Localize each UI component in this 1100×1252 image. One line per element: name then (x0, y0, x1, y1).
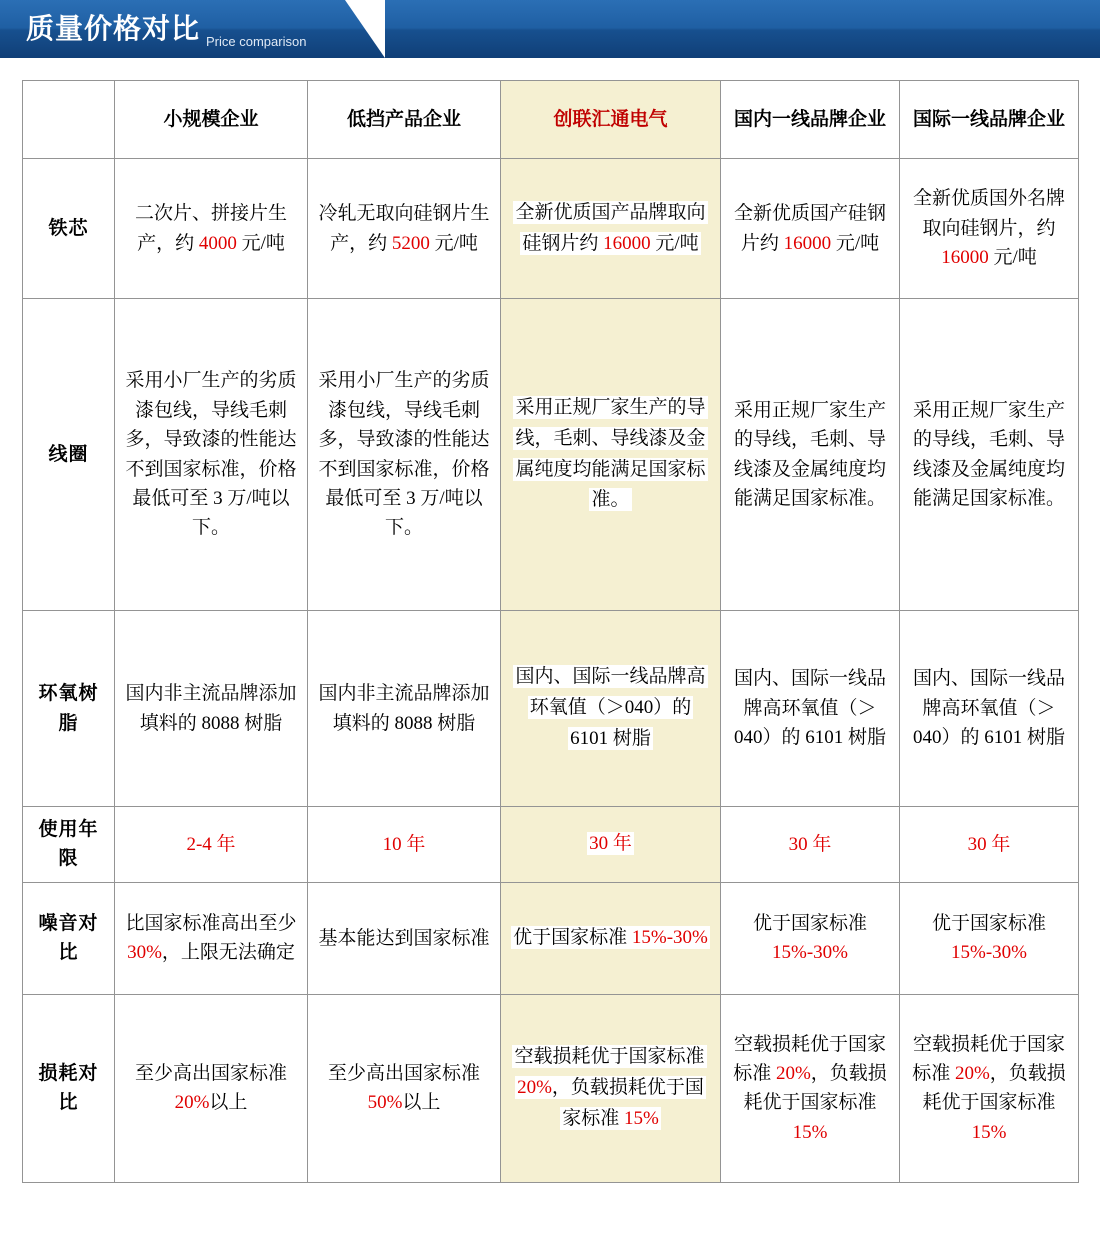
cell-text: 采用正规厂家生产的导线，毛刺、导线漆及金属纯度均能满足国家标准。 (515, 396, 706, 511)
table-row (23, 299, 1079, 611)
table-cell (308, 807, 501, 883)
table-body (23, 159, 1079, 1183)
cell-text: 国内非主流品牌添加填料的 8088 树脂 (125, 683, 297, 734)
table-cell (308, 994, 501, 1182)
cell-text: 2-4 年 (186, 833, 236, 855)
table-row (23, 159, 1079, 299)
column-header-5: 国际一线品牌企业 (900, 81, 1079, 159)
cell-text: 空载损耗优于国家标准 20%，负载损耗优于国家标准 15% (733, 1033, 887, 1143)
cell-text: 二次片、拼接片生产，约 4000 元/吨 (134, 203, 287, 254)
page-subtitle: Price comparison (206, 34, 307, 49)
page-header-banner (0, 0, 1100, 58)
cell-text: 至少高出国家标准 20%以上 (134, 1062, 287, 1114)
table-cell (900, 611, 1079, 807)
column-header-1: 小规模企业 (115, 81, 308, 159)
cell-text: 至少高出国家标准 50%以上 (327, 1062, 480, 1114)
cell-text: 30 年 (788, 833, 832, 855)
cell-text: 全新优质国产品牌取向硅钢片约 16000 元/吨 (515, 201, 706, 254)
table-corner-cell (23, 81, 115, 159)
cell-text: 国内、国际一线品牌高环氧值（＞040）的 6101 树脂 (912, 668, 1065, 749)
cell-text: 国内非主流品牌添加填料的 8088 树脂 (318, 683, 490, 734)
cell-text: 采用小厂生产的劣质漆包线，导线毛刺多，导致漆的性能达不到国家标准，价格最低可至 3 万/吨以下。 (125, 370, 297, 539)
table-cell (721, 299, 900, 611)
price-comparison-table (22, 80, 1079, 1183)
table-cell (900, 994, 1079, 1182)
row-label: 线圈 (23, 299, 115, 611)
cell-text: 空载损耗优于国家标准 20%，负载损耗优于国家标准 15% (514, 1046, 705, 1129)
table-cell (501, 882, 721, 994)
table-row (23, 994, 1079, 1182)
table-cell (900, 159, 1079, 299)
cell-text: 全新优质国外名牌取向硅钢片，约 16000 元/吨 (912, 188, 1065, 269)
table-row (23, 807, 1079, 883)
cell-text: 冷轧无取向硅钢片生产，约 5200 元/吨 (318, 203, 490, 254)
page-title: 质量价格对比 (26, 13, 201, 44)
table-cell (501, 159, 721, 299)
table-cell (721, 882, 900, 994)
table-cell (900, 807, 1079, 883)
table-cell (308, 882, 501, 994)
table-cell (721, 159, 900, 299)
cell-text: 采用正规厂家生产的导线，毛刺、导线漆及金属纯度均能满足国家标准。 (733, 399, 886, 509)
cell-text: 比国家标准高出至少 30%，上限无法确定 (125, 912, 297, 964)
cell-text: 10 年 (382, 833, 426, 855)
cell-text: 优于国家标准 15%-30% (752, 912, 867, 964)
row-label: 使用年限 (23, 807, 115, 883)
column-header-2: 低挡产品企业 (308, 81, 501, 159)
column-header-3: 创联汇通电气 (501, 81, 721, 159)
row-label: 铁芯 (23, 159, 115, 299)
cell-text: 基本能达到国家标准 (318, 927, 490, 949)
row-label: 噪音对比 (23, 882, 115, 994)
cell-text: 全新优质国产硅钢片约 16000 元/吨 (733, 203, 886, 254)
banner-text-group (26, 0, 306, 58)
table-cell (115, 611, 308, 807)
table-cell (501, 299, 721, 611)
cell-text: 采用正规厂家生产的导线，毛刺、导线漆及金属纯度均能满足国家标准。 (912, 399, 1065, 509)
table-row (23, 882, 1079, 994)
table-cell (721, 611, 900, 807)
cell-text: 30 年 (967, 833, 1011, 855)
table-cell (501, 807, 721, 883)
cell-text: 采用小厂生产的劣质漆包线，导线毛刺多，导致漆的性能达不到国家标准，价格最低可至 3 万/吨以下。 (318, 370, 490, 539)
table-cell (115, 882, 308, 994)
row-label: 环氧树脂 (23, 611, 115, 807)
row-label: 损耗对比 (23, 994, 115, 1182)
table-cell (115, 994, 308, 1182)
table-header (23, 81, 1079, 159)
cell-text: 优于国家标准 15%-30% (931, 912, 1046, 964)
table-cell (308, 299, 501, 611)
cell-text: 优于国家标准 15%-30% (513, 926, 708, 948)
cell-text: 30 年 (589, 833, 632, 855)
cell-text: 国内、国际一线品牌高环氧值（＞040）的 6101 树脂 (515, 666, 706, 749)
table-cell (115, 299, 308, 611)
table-cell (501, 994, 721, 1182)
table-cell (308, 159, 501, 299)
table-cell (308, 611, 501, 807)
comparison-table-wrapper (0, 58, 1100, 1183)
table-row (23, 611, 1079, 807)
table-cell (721, 807, 900, 883)
table-cell (115, 159, 308, 299)
column-header-4: 国内一线品牌企业 (721, 81, 900, 159)
table-cell (900, 299, 1079, 611)
table-cell (900, 882, 1079, 994)
table-cell (501, 611, 721, 807)
table-cell (115, 807, 308, 883)
cell-text: 国内、国际一线品牌高环氧值（＞040）的 6101 树脂 (733, 668, 886, 749)
table-header-row (23, 81, 1079, 159)
cell-text: 空载损耗优于国家标准 20%，负载损耗优于国家标准 15% (912, 1033, 1066, 1143)
table-cell (721, 994, 900, 1182)
